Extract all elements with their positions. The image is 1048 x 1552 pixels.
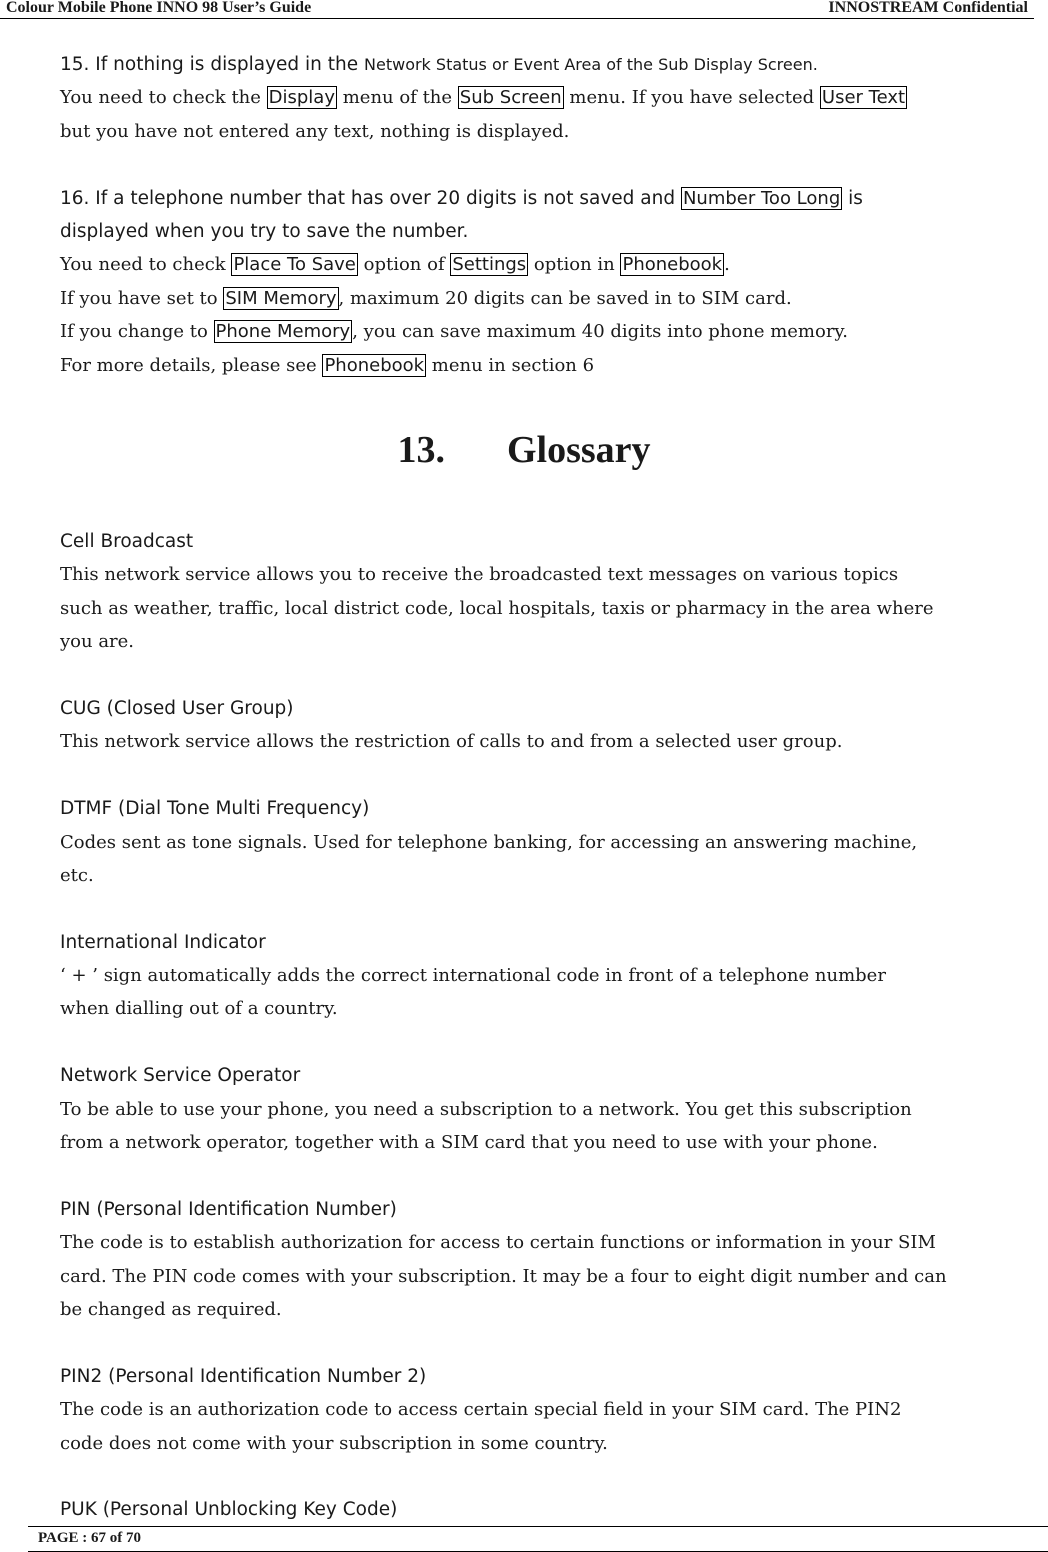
glossary-term: CUG (Closed User Group) (60, 697, 294, 719)
confidential-label: INNOSTREAM Confidential (828, 0, 1028, 16)
menu-keyword: SIM Memory (225, 287, 337, 309)
menu-keyword: Number Too Long (682, 187, 841, 209)
glossary-definition-line: This network service allows you to receive the broadcasted text messages on various topics (60, 564, 899, 586)
faq-15-title: 15. If nothing is displayed in the Network Status or Event Area of the Sub Display Screen. (60, 54, 818, 75)
menu-keyword: Sub Screen (459, 87, 562, 109)
menu-keyword: Settings (452, 254, 527, 276)
glossary-definition-line: This network service allows the restriction of calls to and from a selected user group. (60, 731, 843, 753)
glossary-definition-line: such as weather, traffic, local district code, local hospitals, taxis or pharmacy in the area where (60, 597, 934, 619)
page-number: PAGE : 67 of 70 (38, 1530, 142, 1546)
glossary-term: DTMF (Dial Tone Multi Frequency) (60, 798, 370, 820)
menu-keyword: Place To Save (233, 254, 356, 276)
glossary-definition-line: etc. (60, 864, 94, 886)
menu-keyword: Display (268, 87, 335, 109)
section-heading (0, 428, 1048, 472)
page-header (0, 0, 1034, 19)
glossary-definition-line: ‘ + ’ sign automatically adds the correct international code in front of a telephone number (60, 965, 886, 987)
glossary-definition-line: code does not come with your subscription in some country. (60, 1432, 608, 1454)
faq-16-answer-line: If you change to Phone Memory , you can save maximum 40 digits into phone memory. (60, 321, 848, 343)
menu-keyword: Phonebook (622, 254, 723, 276)
glossary-term: PIN2 (Personal Identification Number 2) (60, 1365, 427, 1387)
menu-keyword: Phonebook (324, 354, 425, 376)
glossary-definition-line: you are. (60, 631, 135, 653)
faq-16-answer-line: If you have set to SIM Memory , maximum 20 digits can be saved in to SIM card. (60, 287, 792, 309)
glossary-term: International Indicator (60, 931, 266, 953)
glossary-definition-line: from a network operator, together with a SIM card that you need to use with your phone. (60, 1132, 878, 1154)
faq-16-answer-line: For more details, please see Phonebook menu in section 6 (60, 354, 595, 376)
glossary-definition-line: be changed as required. (60, 1298, 282, 1320)
faq-16-answer-line: You need to check Place To Save option of Settings option in Phonebook . (60, 254, 730, 276)
faq-16-title-line2: displayed when you try to save the number. (60, 220, 469, 242)
glossary-definition-line: To be able to use your phone, you need a subscription to a network. You get this subscription (60, 1098, 912, 1120)
glossary-term: Cell Broadcast (60, 531, 194, 552)
glossary-definition-line: The code is to establish authorization for access to certain functions or information in your SIM (60, 1232, 936, 1254)
section-title: Glossary (506, 429, 651, 471)
menu-keyword: Phone Memory (215, 321, 351, 343)
glossary-term: Network Service Operator (60, 1065, 301, 1087)
glossary-term: PUK (Personal Unblocking Key Code) (60, 1499, 398, 1521)
glossary-definition-line: Codes sent as tone signals. Used for telephone banking, for accessing an answering machine, (60, 831, 918, 853)
menu-keyword: User Text (821, 87, 906, 109)
glossary-definition-line: when dialling out of a country. (60, 998, 338, 1020)
page-footer (28, 1526, 1048, 1552)
section-number: 13. (397, 429, 445, 471)
glossary-definition-line: The code is an authorization code to access certain special field in your SIM card. The PIN2 (60, 1399, 902, 1421)
glossary-term: PIN (Personal Identification Number) (60, 1198, 397, 1220)
faq-15-answer-line: but you have not entered any text, nothing is displayed. (60, 120, 570, 142)
glossary-definition-line: card. The PIN code comes with your subscription. It may be a four to eight digit number and can (60, 1265, 947, 1287)
faq-16-title: 16. If a telephone number that has over 20 digits is not saved and Number Too Long is (60, 187, 863, 209)
document-title: Colour Mobile Phone INNO 98 User’s Guide (6, 0, 312, 16)
faq-15-answer-line: You need to check the Display menu of the Sub Screen menu. If you have selected User Text (60, 87, 906, 109)
glossary-list (60, 525, 1035, 1527)
faq-section (60, 48, 1035, 382)
